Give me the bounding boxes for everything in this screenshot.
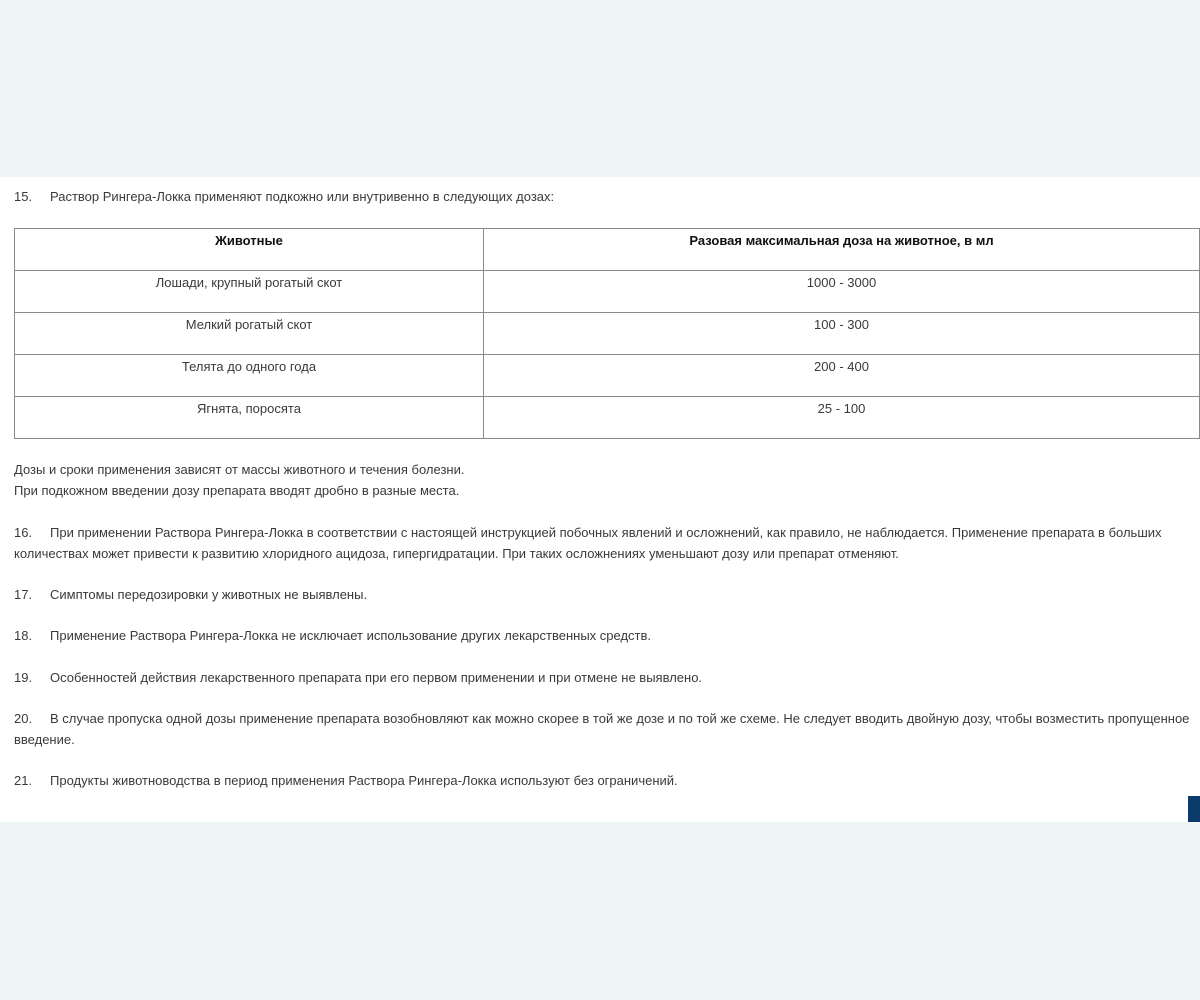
item-text: Особенностей действия лекарственного препарата при его первом применении и при отмене не выявлено.: [50, 670, 703, 685]
table-row: [15, 355, 1200, 397]
paragraph-20: [14, 708, 1194, 750]
item-number: 19.: [14, 670, 33, 685]
scroll-to-top-tab[interactable]: [1188, 796, 1200, 822]
table-cell-dose: 200 - 400: [484, 355, 1200, 397]
paragraph-15: [14, 186, 1194, 207]
item-text: Раствор Рингера-Локка применяют подкожно или внутривенно в следующих дозах:: [50, 189, 555, 204]
column-header-max-dose: Разовая максимальная доза на животное, в мл: [484, 229, 1200, 271]
table-cell-animal: Телята до одного года: [15, 355, 484, 397]
document-content: [0, 177, 1200, 822]
item-text: Симптомы передозировки у животных не выявлены.: [50, 587, 368, 602]
item-number: 17.: [14, 587, 33, 602]
table-row: [15, 271, 1200, 313]
item-number: 16.: [14, 525, 33, 540]
table-cell-dose: 100 - 300: [484, 313, 1200, 355]
dose-table: [14, 228, 1200, 439]
paragraph-16: [14, 522, 1194, 564]
item-text: При применении Раствора Рингера-Локка в соответствии с настоящей инструкцией побочных явлений и осложнений, как правило, не наблюдается. Применение препарата в больших количествах может привести к развитию хлоридного ацидоза, гипергидратации. При таких осложнениях уменьшают дозу или препарат отменяют.: [14, 525, 1162, 561]
table-cell-dose: 25 - 100: [484, 397, 1200, 439]
column-header-animals: Животные: [15, 229, 484, 271]
table-cell-animal: Ягнята, поросята: [15, 397, 484, 439]
table-cell-animal: Мелкий рогатый скот: [15, 313, 484, 355]
item-text: В случае пропуска одной дозы применение препарата возобновляют как можно скорее в той же дозе и по той же схеме. Не следует вводить двойную дозу, чтобы возместить пропущенное введение.: [14, 711, 1190, 747]
paragraph-18: [14, 625, 1194, 646]
item-text: Продукты животноводства в период применения Раствора Рингера-Локка используют без ограничений.: [50, 773, 678, 788]
paragraph-21: [14, 770, 1194, 791]
table-row: [15, 397, 1200, 439]
item-text: Применение Раствора Рингера-Локка не исключает использование других лекарственных средств.: [50, 628, 652, 643]
item-number: 18.: [14, 628, 33, 643]
table-cell-dose: 1000 - 3000: [484, 271, 1200, 313]
paragraph-17: [14, 584, 1194, 605]
table-row: [15, 313, 1200, 355]
note-line: При подкожном введении дозу препарата вводят дробно в разные места.: [14, 483, 460, 498]
dosage-notes: [14, 459, 1194, 501]
note-line: Дозы и сроки применения зависят от массы животного и течения болезни.: [14, 462, 465, 477]
table-cell-animal: Лошади, крупный рогатый скот: [15, 271, 484, 313]
item-number: 15.: [14, 189, 33, 204]
item-number: 21.: [14, 773, 33, 788]
item-number: 20.: [14, 711, 33, 726]
table-header-row: [15, 229, 1200, 271]
paragraph-19: [14, 667, 1194, 688]
